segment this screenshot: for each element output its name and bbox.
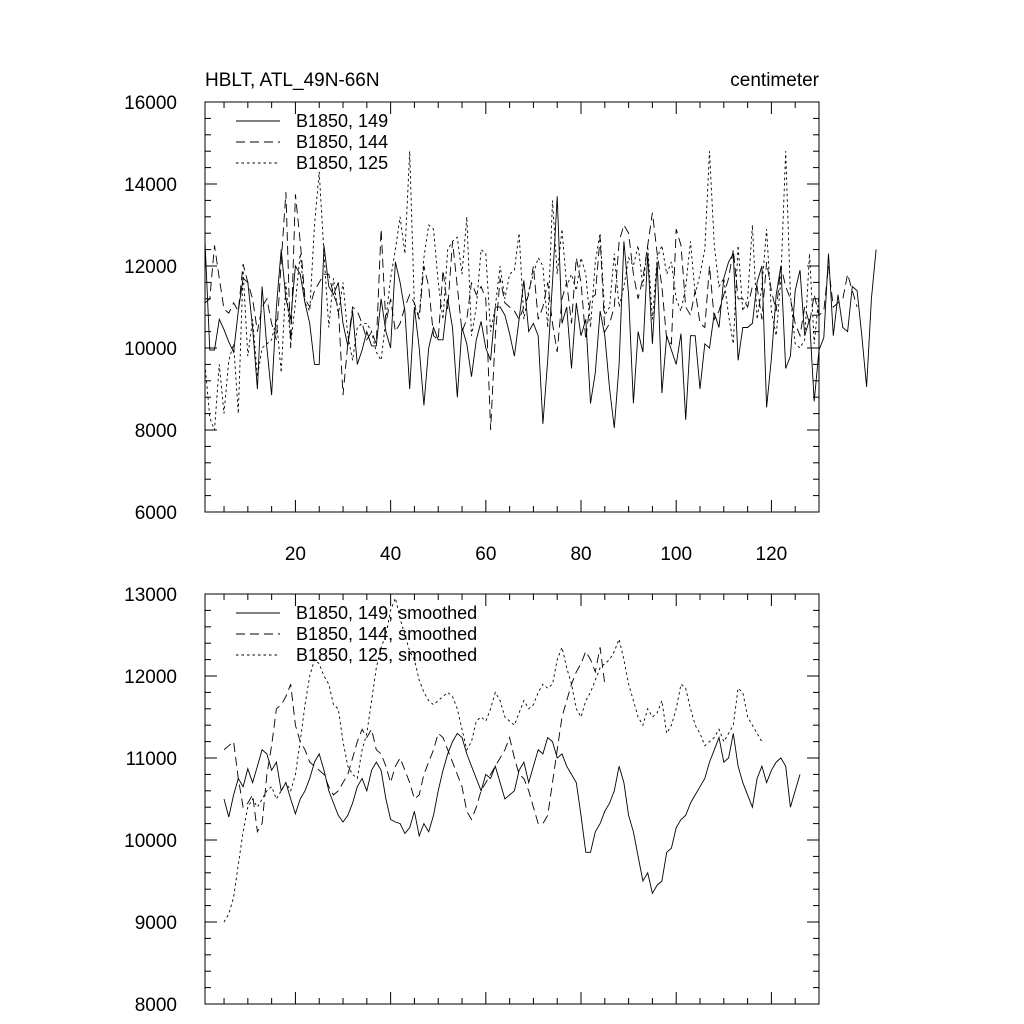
top-chart-title: HBLT, ATL_49N-66N — [205, 70, 380, 91]
top-xtick-label-0: 20 — [284, 544, 307, 565]
top-chart — [124, 70, 876, 565]
top-chart-units: centimeter — [730, 70, 819, 91]
top-xtick-label-1: 40 — [380, 544, 402, 565]
top-ytick-label-4: 14000 — [124, 175, 177, 196]
top-ytick-label-0: 6000 — [134, 503, 177, 524]
top-chart-ticks — [124, 93, 819, 565]
bottom-ytick-label-2: 10000 — [124, 831, 177, 852]
bottom-ytick-label-3: 11000 — [125, 749, 177, 770]
bottom-legend-label-1: B1850, 144, smoothed — [296, 624, 478, 644]
bottom-ytick-label-4: 12000 — [124, 667, 177, 688]
bottom-legend-label-0: B1850, 149, smoothed — [296, 603, 478, 623]
bottom-chart-legend — [236, 603, 477, 665]
bottom-series-line-1 — [224, 647, 605, 832]
top-ytick-label-3: 12000 — [124, 257, 177, 278]
top-series-line-2 — [205, 151, 819, 430]
top-legend-label-1: B1850, 144 — [296, 132, 389, 152]
top-xtick-label-3: 80 — [570, 544, 592, 565]
bottom-ytick-label-5: 13000 — [124, 585, 177, 606]
bottom-ytick-label-1: 9000 — [134, 913, 177, 934]
top-ytick-label-2: 10000 — [124, 339, 177, 360]
bottom-series-line-0 — [224, 733, 800, 893]
bottom-ytick-label-0: 8000 — [134, 995, 177, 1016]
top-ytick-label-5: 16000 — [124, 93, 177, 114]
top-xtick-label-2: 60 — [475, 544, 497, 565]
top-xtick-label-5: 120 — [755, 544, 788, 565]
top-ytick-label-1: 8000 — [134, 421, 177, 442]
bottom-chart — [124, 585, 819, 1016]
top-series-line-1 — [205, 192, 857, 430]
top-legend-label-2: B1850, 125 — [296, 153, 389, 173]
bottom-legend-label-2: B1850, 125, smoothed — [296, 645, 478, 665]
top-xtick-label-4: 100 — [660, 544, 693, 565]
top-legend-label-0: B1850, 149 — [296, 111, 389, 131]
top-chart-lines — [205, 151, 876, 430]
top-chart-legend — [236, 111, 388, 173]
